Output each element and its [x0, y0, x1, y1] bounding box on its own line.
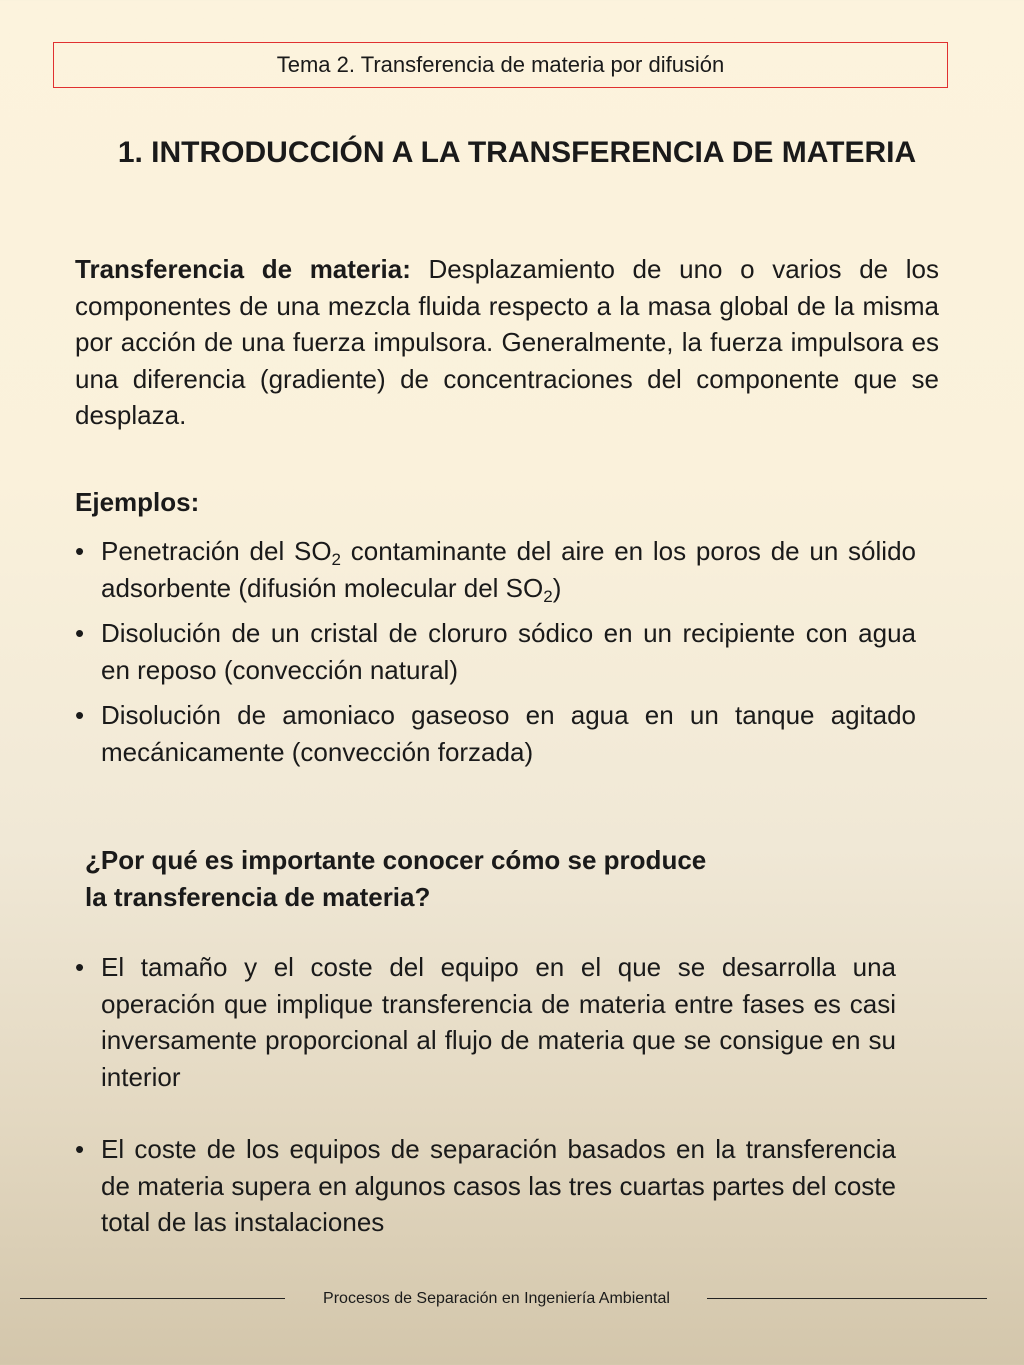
subscript: 2: [543, 586, 553, 606]
example-text: contaminante del aire en los poros de un sólido adsorbente (difusión molecular del SO: [101, 536, 916, 603]
example-text: ): [552, 572, 562, 603]
bullet: •: [75, 1134, 85, 1164]
page-title: 1. INTRODUCCIÓN A LA TRANSFERENCIA DE MATERIA: [117, 136, 917, 169]
list-item: [75, 697, 916, 770]
question-line: ¿Por qué es importante conocer cómo se produce: [85, 845, 707, 875]
example-text: Disolución de amoniaco gaseoso en agua en un tanque agitado mecánicamente (convección forzada): [101, 700, 916, 767]
bullet: •: [75, 618, 85, 648]
footer-divider-left: [20, 1298, 285, 1299]
definition-paragraph: [75, 251, 939, 434]
list-item: [75, 533, 916, 606]
reason-text: El tamaño y el coste del equipo en el que se desarrolla una operación que implique transferencia de materia entre fases es casi inversamente proporcional al flujo de materia que se consigue en su interior: [101, 952, 896, 1092]
example-text: Disolución de un cristal de cloruro sódico en un recipiente con agua en reposo (convección natural): [101, 618, 916, 685]
bullet: •: [75, 536, 85, 566]
reasons-list: [75, 949, 896, 1277]
header-box: [53, 42, 948, 88]
bullet: •: [75, 952, 85, 982]
example-text: Penetración del SO: [101, 536, 332, 566]
list-item: [75, 1131, 896, 1241]
footer-text: Procesos de Separación en Ingeniería Ambiental: [323, 1290, 670, 1307]
reason-text: El coste de los equipos de separación basados en la transferencia de materia supera en algunos casos las tres cuartas partes del coste total de las instalaciones: [101, 1134, 896, 1237]
question-heading: [85, 842, 706, 915]
footer-divider-right: [707, 1298, 987, 1299]
definition-text: Desplazamiento de uno o varios de los componentes de una mezcla fluida respecto a la masa global de la misma por acción de una fuerza impulsora. Generalmente, la fuerza impulsora es una diferencia (gradiente) de concentraciones del componente que se desplaza.: [75, 254, 939, 430]
examples-list: [75, 533, 916, 779]
topic-header: Tema 2. Transferencia de materia por difusión: [276, 52, 725, 77]
subscript: 2: [331, 550, 342, 569]
definition-term: Transferencia de materia:: [75, 254, 411, 284]
bullet: •: [75, 700, 85, 730]
examples-heading: Ejemplos:: [75, 487, 200, 517]
question-line: la transferencia de materia?: [85, 881, 431, 912]
list-item: [75, 949, 896, 1095]
list-item: [75, 615, 916, 688]
